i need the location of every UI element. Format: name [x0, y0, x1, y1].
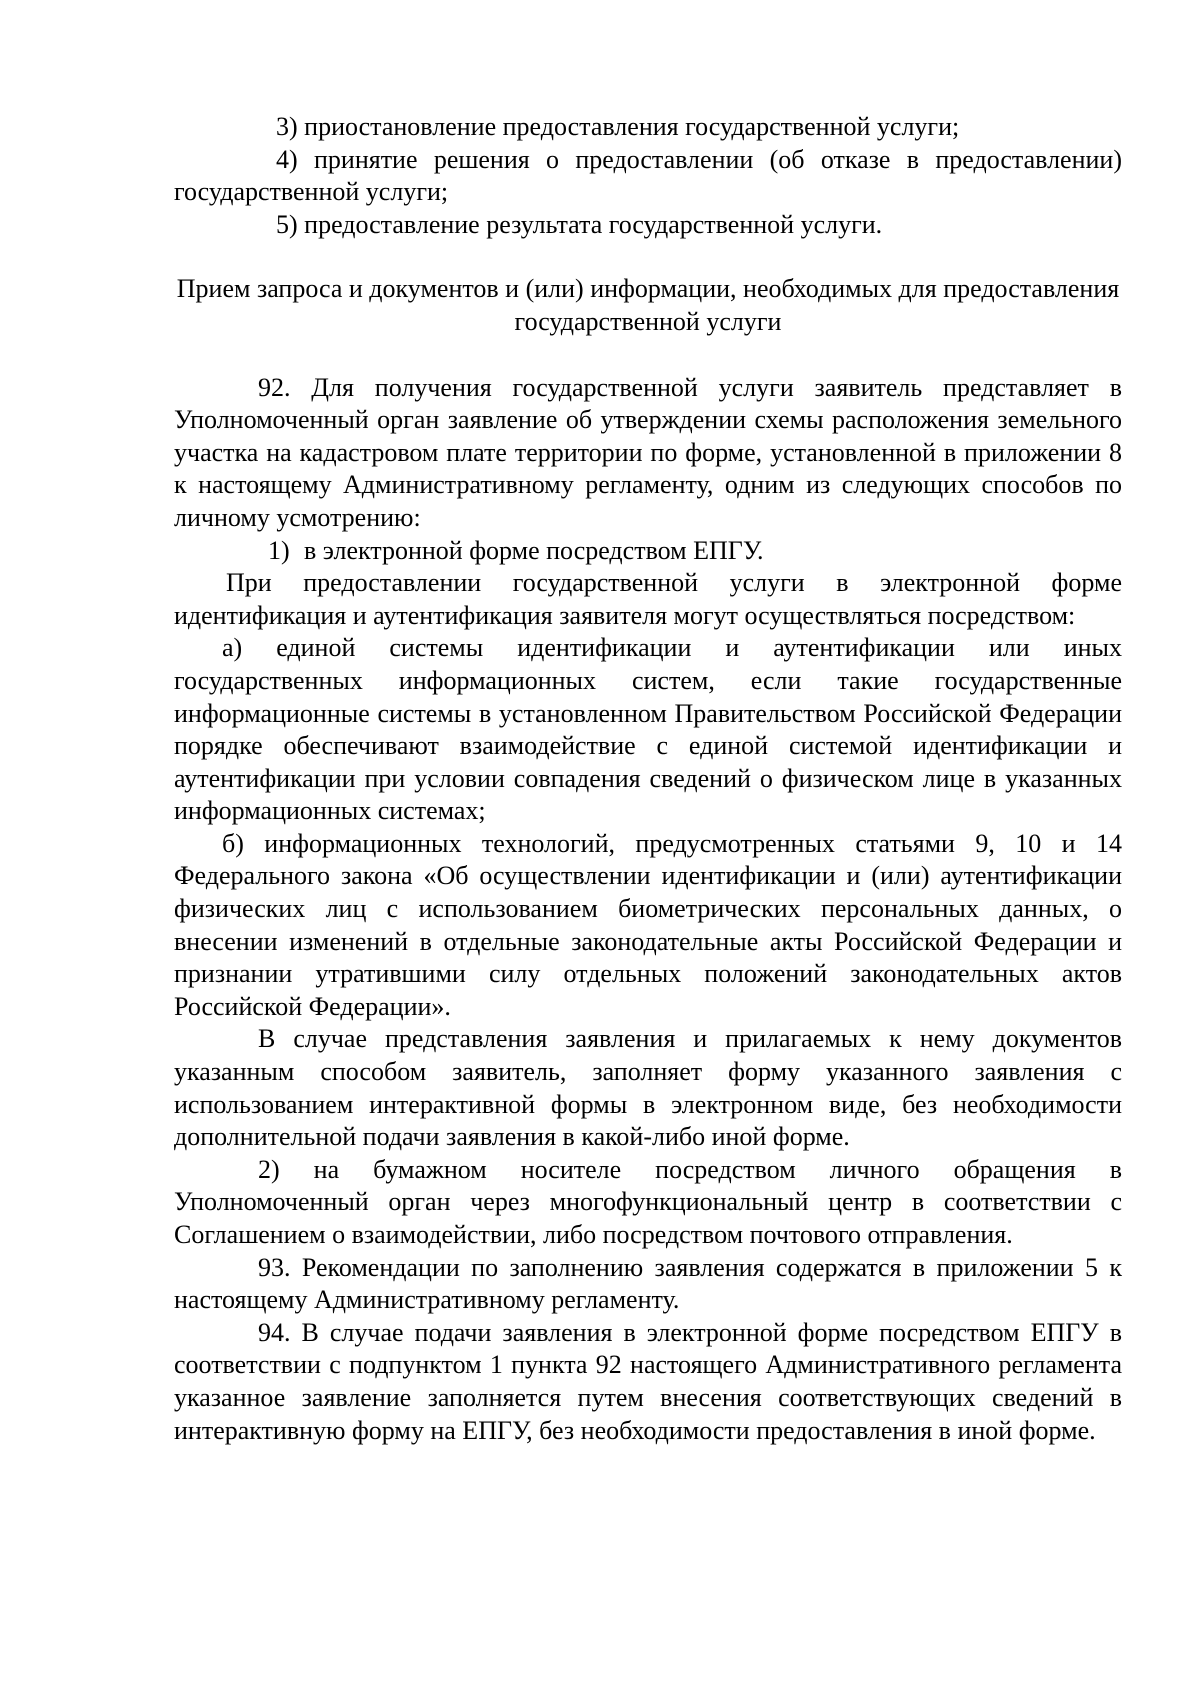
- submission-way-1-number: 1): [268, 535, 290, 565]
- paragraph-94: 94. В случае подачи заявления в электронной форме посредством ЕПГУ в соответствии с подпунктом 1 пункта 92 настоящего Административного регламента указанное заявление заполняется путем внесения соответствующих сведений в интерактивную форму на ЕПГУ, без необходимости предоставления в иной форме.: [174, 1317, 1122, 1445]
- list-item-3: 3) приостановление предоставления государственной услуги;: [276, 112, 960, 141]
- paragraph-92: 92. Для получения государственной услуги заявитель представляет в Уполномоченный орган заявление об утверждении схемы расположения земельного участка на кадастровом плате территории по форме, установленной в приложении 8 к настоящему Административному регламенту, одним из следующих способов по личному усмотрению:: [174, 372, 1122, 532]
- auth-option-a: а) единой системы идентификации и аутентификации или иных государственных информационных систем, если такие государственные информационные системы в установленном Правительством Российской Федерации порядке обеспечивают взаимодействие с единой системой идентификации и аутентификации при условии совпадения сведений о физическом лице в указанных информационных системах;: [174, 633, 1122, 826]
- submission-way-1-text: в электронной форме посредством ЕПГУ.: [304, 535, 764, 565]
- list-item-5: 5) предоставление результата государственной услуги.: [276, 209, 883, 239]
- electronic-case-paragraph: В случае представления заявления и прилагаемых к нему документов указанным способом заявитель, заполняет форму указанного заявления с использованием интерактивной формы в электронном виде, без необходимости дополнительной подачи заявления в какой-либо иной форме.: [174, 1024, 1122, 1152]
- list-item-4: 4) принятие решения о предоставлении (об отказе в предоставлении) государственной услуги;: [174, 144, 1122, 207]
- section-heading: Прием запроса и документов и (или) информации, необходимых для предоставления государственной услуги: [176, 274, 1120, 336]
- submission-way-2: 2) на бумажном носителе посредством личного обращения в Уполномоченный орган через многофункциональный центр в соответствии с Соглашением о взаимодействии, либо посредством почтового отправления.: [174, 1154, 1122, 1249]
- paragraph-93: 93. Рекомендации по заполнению заявления содержатся в приложении 5 к настоящему Административному регламенту.: [174, 1252, 1122, 1315]
- auth-option-b: б) информационных технологий, предусмотренных статьями 9, 10 и 14 Федерального закона «Об осуществлении идентификации и (или) аутентификации физических лиц с использованием биометрических персональных данных, о внесении изменений в отдельные законодательные акты Российской Федерации и признании утратившими силу отдельных положений законодательных актов Российской Федерации».: [174, 828, 1122, 1021]
- submission-way-1: [174, 535, 1122, 568]
- auth-intro-paragraph: При предоставлении государственной услуги в электронной форме идентификация и аутентификация заявителя могут осуществляться посредством:: [174, 568, 1122, 630]
